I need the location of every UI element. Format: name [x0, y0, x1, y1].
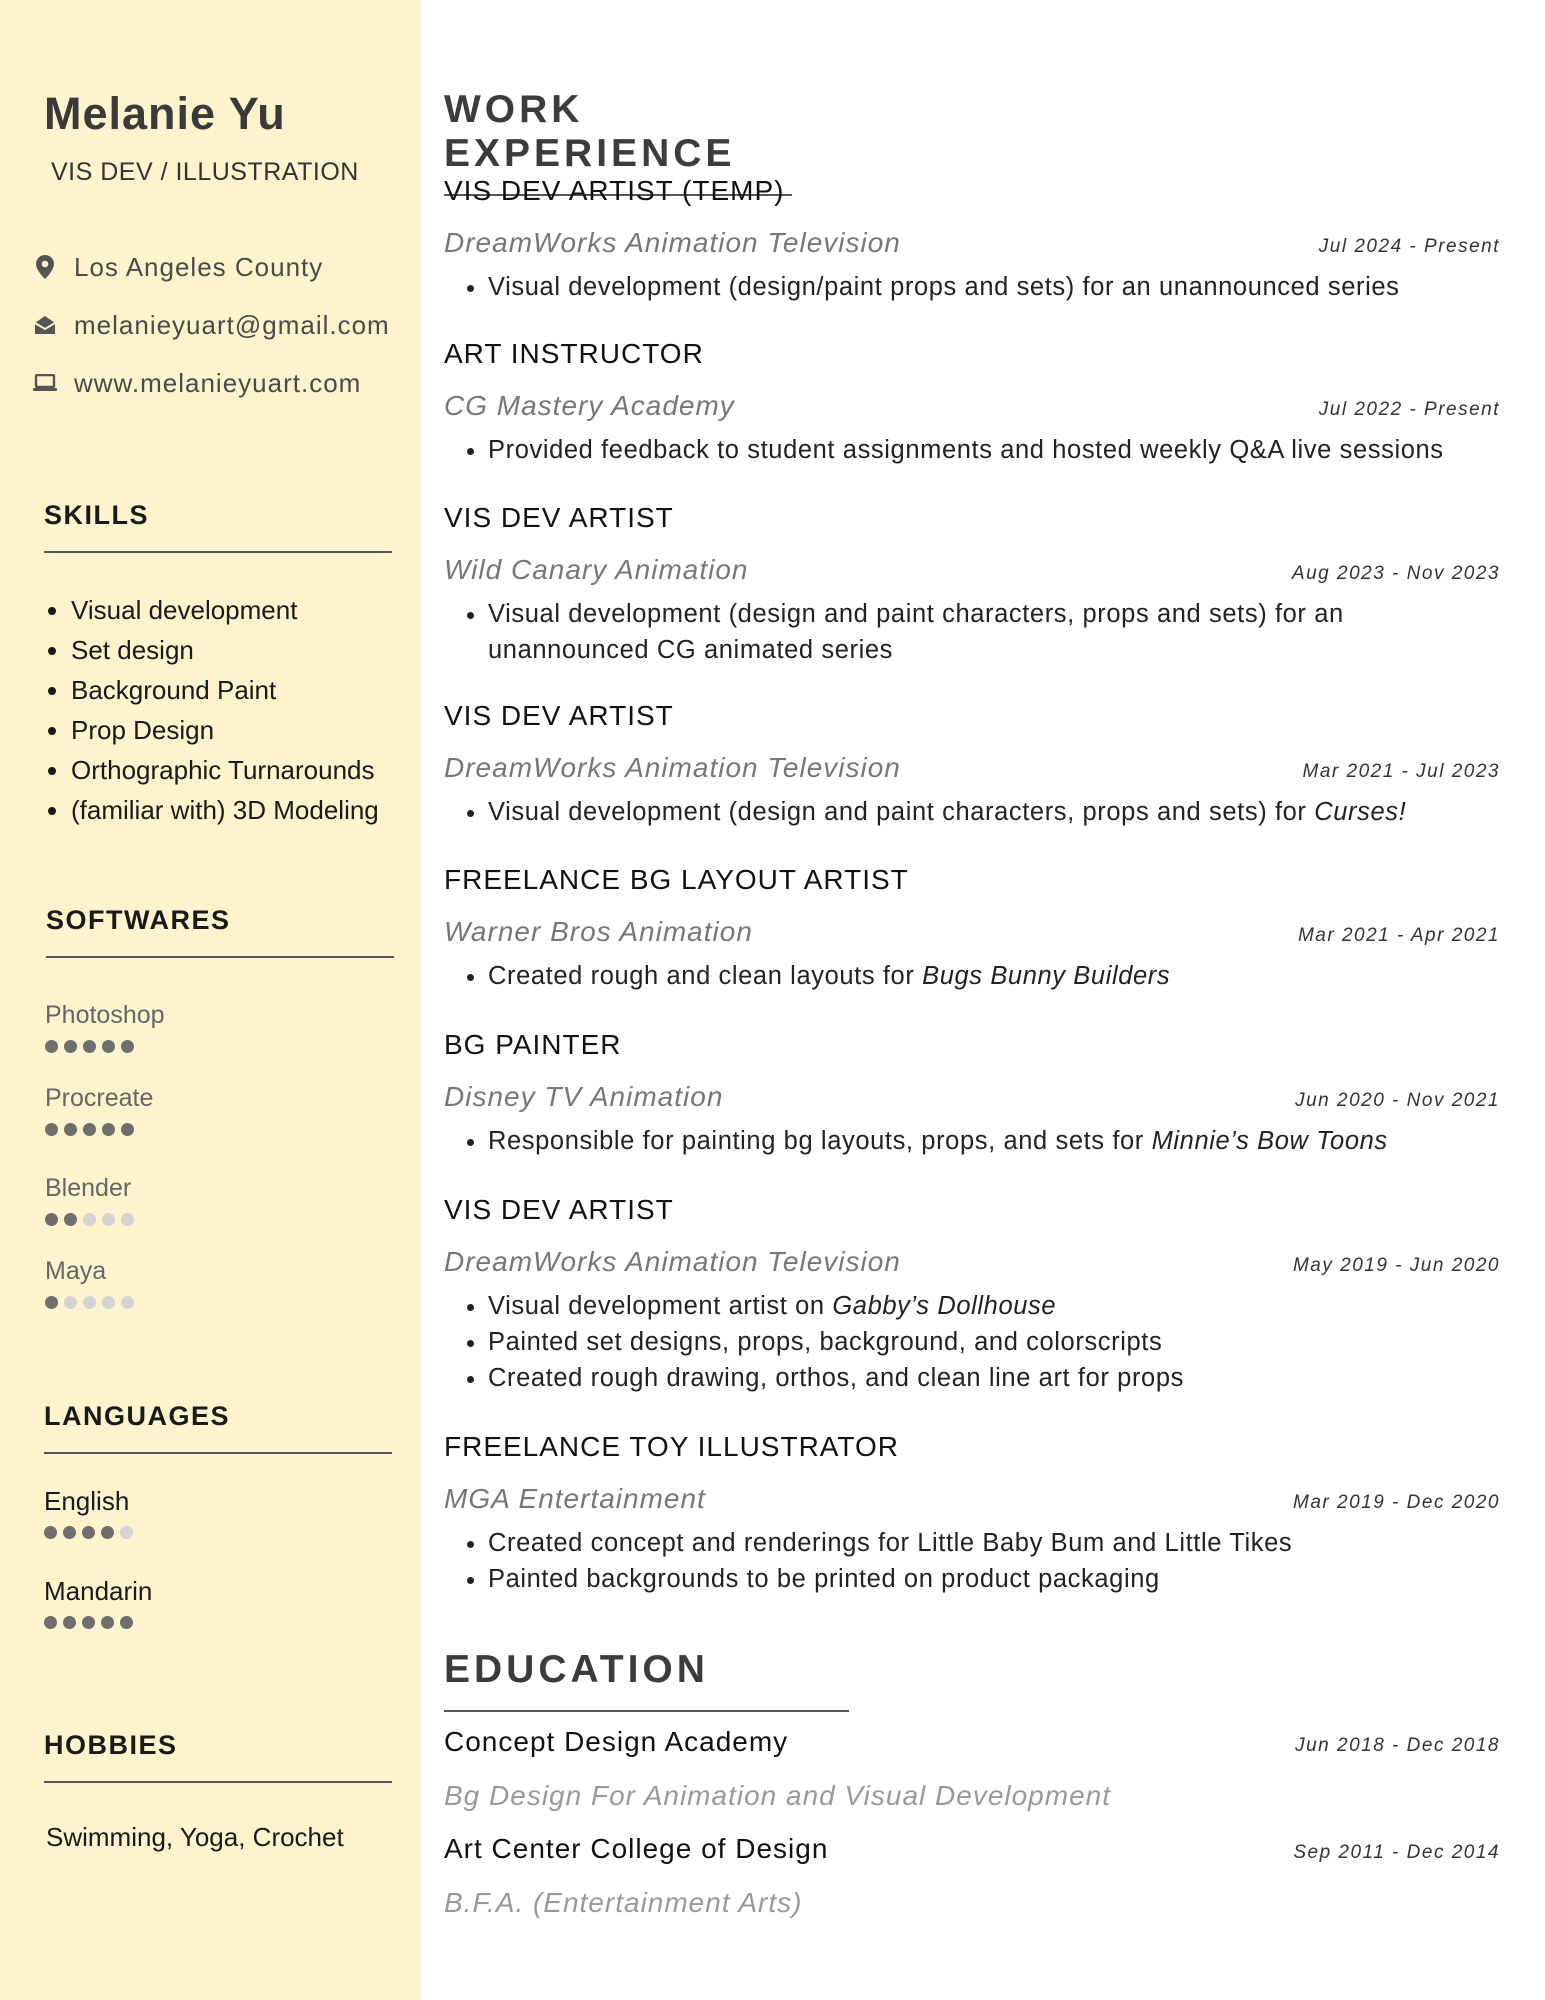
- rating-dot-filled: [63, 1526, 76, 1539]
- languages-heading: LANGUAGES: [44, 1401, 392, 1454]
- rating-dot-empty: [83, 1213, 96, 1226]
- education-entry: [444, 1726, 1500, 1812]
- job-bullet: [488, 1324, 1500, 1360]
- show-title: Curses!: [1314, 798, 1407, 826]
- company-name: Wild Canary Animation: [444, 554, 749, 585]
- software-procreate: [45, 1081, 153, 1136]
- language-english: [44, 1484, 133, 1539]
- rating-dot-filled: [101, 1616, 114, 1629]
- rating-dot-filled: [45, 1040, 58, 1053]
- software-photoshop: [45, 998, 165, 1053]
- rating-dots: [44, 1526, 133, 1539]
- bullet-text: Responsible for painting bg layouts, props, and sets for: [488, 1127, 1152, 1155]
- bullet-text: Visual development artist on: [488, 1292, 833, 1320]
- degree-name: Bg Design For Animation and Visual Development: [444, 1780, 1112, 1811]
- skill-item: • Background Paint: [71, 670, 379, 710]
- education-heading: EDUCATION: [444, 1648, 849, 1712]
- company-name: DreamWorks Animation Television: [444, 1246, 901, 1277]
- job-title: VIS DEV ARTIST: [444, 700, 674, 731]
- rating-dots: [45, 1123, 153, 1136]
- job-bullet: [488, 1525, 1500, 1561]
- skill-item: • (familiar with) 3D Modeling: [71, 790, 379, 830]
- rating-dot-empty: [102, 1296, 115, 1309]
- job-entry: [444, 862, 1500, 994]
- company-name: Warner Bros Animation: [444, 916, 753, 947]
- school-name: Art Center College of Design: [444, 1833, 829, 1864]
- bullet-text: Created rough drawing, orthos, and clean line art for props: [488, 1364, 1184, 1392]
- rating-dot-filled: [82, 1526, 95, 1539]
- rating-dot-filled: [120, 1616, 133, 1629]
- bullet-text: Painted backgrounds to be printed on product packaging: [488, 1565, 1160, 1593]
- softwares-heading: SOFTWARES: [46, 905, 394, 958]
- skill-item: • Orthographic Turnarounds: [71, 750, 379, 790]
- company-name: CG Mastery Academy: [444, 390, 735, 421]
- job-title: VIS DEV ARTIST: [444, 502, 674, 533]
- hobbies-heading: HOBBIES: [44, 1730, 392, 1783]
- rating-dot-filled: [121, 1040, 134, 1053]
- rating-dot-filled: [64, 1040, 77, 1053]
- contact-website[interactable]: [32, 354, 390, 412]
- job-entry: [444, 500, 1500, 668]
- job-title: FREELANCE TOY ILLUSTRATOR: [444, 1431, 899, 1462]
- software-maya: [45, 1254, 134, 1309]
- job-bullet: [488, 958, 1500, 994]
- software-name: Blender: [45, 1174, 132, 1202]
- rating-dot-filled: [64, 1213, 77, 1226]
- rating-dot-filled: [63, 1616, 76, 1629]
- show-title: Gabby’s Dollhouse: [832, 1292, 1057, 1320]
- rating-dot-filled: [45, 1213, 58, 1226]
- bullet-text: Visual development (design/paint props and sets) for an unannounced series: [488, 273, 1400, 301]
- skills-heading: SKILLS: [44, 500, 392, 553]
- job-bullet: [488, 1288, 1500, 1324]
- software-name: Maya: [45, 1257, 107, 1285]
- bullet-text: Visual development (design and paint characters, props and sets) for an unannounced CG animated series: [488, 600, 1344, 664]
- job-entry: [444, 698, 1500, 830]
- job-dates: Jul 2024 - Present: [1318, 236, 1500, 257]
- rating-dot-empty: [121, 1296, 134, 1309]
- job-dates: Mar 2019 - Dec 2020: [1293, 1492, 1500, 1513]
- language-mandarin: [44, 1574, 152, 1629]
- envelope-icon: [32, 312, 58, 338]
- job-bullet: [488, 596, 1428, 668]
- rating-dot-filled: [83, 1123, 96, 1136]
- job-title: FREELANCE BG LAYOUT ARTIST: [444, 864, 909, 895]
- person-role: VIS DEV / ILLUSTRATION: [51, 158, 359, 186]
- job-dates: Aug 2023 - Nov 2023: [1291, 563, 1500, 584]
- job-title: BG PAINTER: [444, 1029, 622, 1060]
- rating-dot-filled: [83, 1040, 96, 1053]
- job-bullets: [444, 596, 1428, 668]
- rating-dot-empty: [121, 1213, 134, 1226]
- job-title: ART INSTRUCTOR: [444, 338, 704, 369]
- rating-dot-empty: [120, 1526, 133, 1539]
- rating-dots: [45, 1213, 134, 1226]
- website-link[interactable]: www.melanieyuart.com: [74, 367, 362, 398]
- education-dates: Jun 2018 - Dec 2018: [1295, 1735, 1500, 1756]
- person-name: Melanie Yu: [44, 88, 286, 139]
- bullet-text: Visual development (design and paint characters, props and sets) for: [488, 798, 1315, 826]
- location-pin-icon: [32, 254, 58, 280]
- job-bullet: [488, 1561, 1500, 1597]
- job-bullets: [444, 794, 1500, 830]
- job-dates: Mar 2021 - Apr 2021: [1297, 925, 1500, 946]
- language-name: English: [44, 1486, 130, 1516]
- job-title: VIS DEV ARTIST (TEMP): [444, 175, 785, 206]
- job-bullets: [444, 958, 1500, 994]
- software-blender: [45, 1171, 134, 1226]
- rating-dot-filled: [45, 1123, 58, 1136]
- job-bullet: [488, 1360, 1500, 1396]
- location-text: Los Angeles County: [74, 251, 324, 282]
- company-name: Disney TV Animation: [444, 1081, 724, 1112]
- job-bullet: [488, 432, 1500, 468]
- work-experience-heading: WORK EXPERIENCE: [444, 88, 792, 196]
- job-entry: [444, 173, 1500, 305]
- contact-list: [32, 238, 390, 412]
- rating-dot-filled: [82, 1616, 95, 1629]
- rating-dot-filled: [101, 1526, 114, 1539]
- job-bullets: [444, 1525, 1500, 1597]
- education-entry: [444, 1833, 1500, 1919]
- school-name: Concept Design Academy: [444, 1726, 789, 1757]
- email-link[interactable]: melanieyuart@gmail.com: [74, 309, 390, 340]
- job-dates: Mar 2021 - Jul 2023: [1302, 761, 1500, 782]
- education-dates: Sep 2011 - Dec 2014: [1293, 1842, 1500, 1863]
- job-dates: Jun 2020 - Nov 2021: [1295, 1090, 1500, 1111]
- bullet-text: Provided feedback to student assignments and hosted weekly Q&A live sessions: [488, 436, 1444, 464]
- rating-dot-filled: [102, 1040, 115, 1053]
- job-dates: May 2019 - Jun 2020: [1292, 1255, 1500, 1276]
- rating-dot-filled: [102, 1123, 115, 1136]
- rating-dots: [44, 1616, 152, 1629]
- bullet-text: Created rough and clean layouts for: [488, 962, 923, 990]
- bullet-text: Painted set designs, props, background, and colorscripts: [488, 1328, 1163, 1356]
- rating-dots: [45, 1296, 134, 1309]
- rating-dot-filled: [44, 1616, 57, 1629]
- laptop-icon: [32, 370, 58, 396]
- language-name: Mandarin: [44, 1576, 153, 1606]
- job-entry: [444, 1027, 1500, 1159]
- company-name: MGA Entertainment: [444, 1483, 706, 1514]
- hobbies-text: Swimming, Yoga, Crochet: [46, 1822, 344, 1852]
- rating-dot-filled: [44, 1526, 57, 1539]
- sidebar: [0, 0, 421, 2000]
- contact-location: [32, 238, 390, 296]
- rating-dot-empty: [102, 1213, 115, 1226]
- job-entry: [444, 1429, 1500, 1597]
- rating-dot-empty: [64, 1296, 77, 1309]
- skill-item: • Prop Design: [71, 710, 379, 750]
- company-name: DreamWorks Animation Television: [444, 227, 901, 258]
- skill-item: • Set design: [71, 630, 379, 670]
- rating-dot-empty: [83, 1296, 96, 1309]
- job-entry: [444, 336, 1500, 468]
- rating-dot-filled: [121, 1123, 134, 1136]
- show-title: Bugs Bunny Builders: [922, 962, 1171, 990]
- skill-item: • Visual development: [71, 590, 379, 630]
- software-name: Photoshop: [45, 1001, 165, 1029]
- show-title: Minnie’s Bow Toons: [1151, 1127, 1388, 1155]
- job-bullets: [444, 269, 1500, 305]
- job-bullets: [444, 432, 1500, 468]
- contact-email[interactable]: [32, 296, 390, 354]
- rating-dot-filled: [64, 1123, 77, 1136]
- job-bullet: [488, 1123, 1500, 1159]
- degree-name: B.F.A. (Entertainment Arts): [444, 1887, 803, 1918]
- software-name: Procreate: [45, 1084, 154, 1112]
- skills-list: [44, 590, 379, 830]
- job-bullet: [488, 269, 1500, 305]
- rating-dot-filled: [45, 1296, 58, 1309]
- job-bullets: [444, 1123, 1500, 1159]
- company-name: DreamWorks Animation Television: [444, 752, 901, 783]
- bullet-text: Created concept and renderings for Little Baby Bum and Little Tikes: [488, 1529, 1293, 1557]
- job-dates: Jul 2022 - Present: [1318, 399, 1500, 420]
- job-bullets: [444, 1288, 1500, 1396]
- job-bullet: [488, 794, 1500, 830]
- rating-dots: [45, 1040, 165, 1053]
- job-entry: [444, 1192, 1500, 1396]
- job-title: VIS DEV ARTIST: [444, 1194, 674, 1225]
